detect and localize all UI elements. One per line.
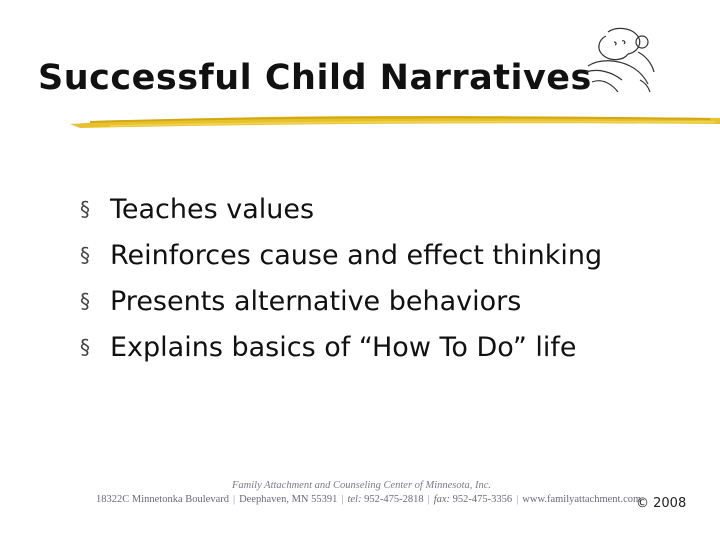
bullet-text: Explains basics of “How To Do” life [110, 331, 577, 363]
footer-city: Deephaven, MN 55391 [239, 494, 338, 505]
bullet-text: Reinforces cause and effect thinking [110, 239, 603, 271]
footer-separator: | [427, 494, 430, 505]
footer-tel: 952-475-2818 [364, 494, 424, 505]
footer-separator: | [232, 494, 236, 505]
footer-fax: 952-475-3356 [452, 494, 513, 505]
copyright-notice: © 2008 [636, 496, 687, 511]
footer-contact-line [96, 494, 641, 505]
bullet-item [80, 278, 602, 324]
bullet-marker-icon: § [80, 243, 90, 267]
footer-separator: | [516, 494, 519, 505]
footer-tel-label: tel: [347, 494, 362, 505]
footer-separator: | [341, 494, 344, 505]
bullet-text: Presents alternative behaviors [110, 285, 522, 317]
bullet-text: Teaches values [110, 193, 315, 225]
footer-fax-label: fax: [433, 494, 451, 505]
bullet-marker-icon: § [80, 197, 90, 221]
child-sketch-logo-icon [578, 22, 660, 97]
bullet-marker-icon: § [80, 335, 90, 359]
bullet-item [80, 232, 602, 278]
bullet-marker-icon: § [80, 289, 90, 313]
brush-stroke-divider [70, 110, 720, 132]
footer-address: 18322C Minnetonka Boulevard [96, 494, 229, 505]
bullet-item [80, 324, 602, 370]
bullet-list [80, 186, 602, 370]
bullet-item [80, 186, 602, 232]
slide-title: Successful Child Narratives [38, 58, 592, 98]
footer-website-link[interactable]: www.familyattachment.com [522, 494, 642, 505]
footer-organization: Family Attachment and Counseling Center of Minnesota, Inc. [232, 480, 492, 491]
